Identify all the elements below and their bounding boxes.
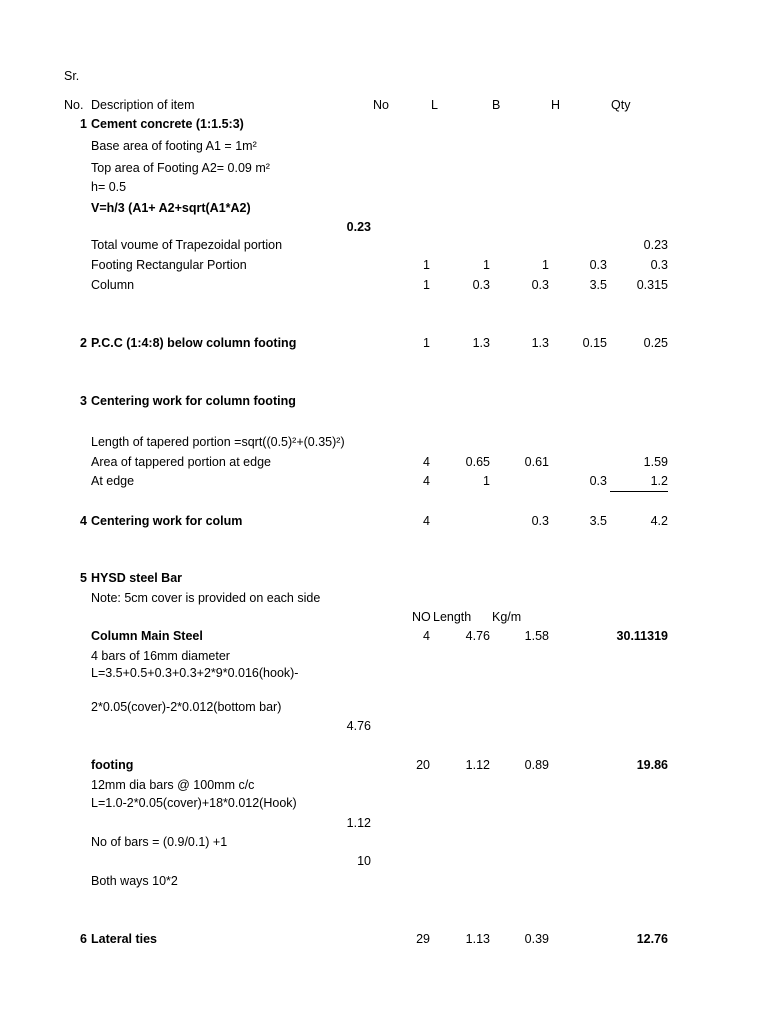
table-row — [0, 453, 768, 471]
table-row — [0, 178, 768, 196]
table-row — [0, 930, 768, 948]
qty-value: 1.59 — [643, 455, 668, 469]
table-row — [0, 334, 768, 352]
item-number: 1 — [80, 117, 87, 131]
item-description: Centering work for column footing — [91, 394, 296, 408]
sub-header-row — [0, 608, 768, 626]
qty-value: 1.2 — [650, 474, 668, 488]
item-description: Lateral ties — [91, 932, 158, 946]
no-value: 4 — [423, 514, 430, 528]
item-description: 2*0.05(cover)-2*0.012(bottom bar) — [91, 700, 282, 714]
table-row — [0, 664, 768, 682]
item-description: V=h/3 (A1+ A2+sqrt(A1*A2) — [91, 201, 251, 215]
table-row — [0, 199, 768, 217]
item-description: Total voume of Trapezoidal portion — [91, 238, 283, 252]
l-value: 1.13 — [465, 932, 490, 946]
col-h-header: H — [551, 98, 561, 112]
qty-value: 0.25 — [643, 336, 668, 350]
sub-kgm-header: Kg/m — [492, 610, 522, 624]
b-value: 0.3 — [531, 278, 549, 292]
item-description: footing — [91, 758, 134, 772]
b-value: 0.89 — [524, 758, 549, 772]
l-value: 1 — [483, 474, 490, 488]
table-row — [0, 472, 768, 490]
b-value: 0.3 — [531, 514, 549, 528]
no-value: 1 — [423, 278, 430, 292]
qty-value: 0.3 — [650, 258, 668, 272]
col-b-header: B — [492, 98, 501, 112]
table-row — [0, 833, 768, 851]
table-row — [0, 433, 768, 451]
calc-result: 10 — [357, 854, 371, 868]
no-value: 4 — [423, 629, 430, 643]
table-row — [0, 276, 768, 294]
table-row — [0, 392, 768, 410]
qty-value: 4.2 — [650, 514, 668, 528]
table-row — [0, 137, 768, 155]
item-description: Column — [91, 278, 135, 292]
item-description: 4 bars of 16mm diameter — [91, 649, 230, 663]
no-value: 1 — [423, 258, 430, 272]
item-description: Footing Rectangular Portion — [91, 258, 247, 272]
table-row — [0, 589, 768, 607]
table-row — [0, 814, 768, 832]
table-row — [0, 512, 768, 530]
l-value: 1.12 — [465, 758, 490, 772]
no-value: 29 — [416, 932, 430, 946]
h-value: 3.5 — [589, 514, 607, 528]
qty-value: 0.23 — [643, 238, 668, 252]
table-row — [0, 756, 768, 774]
sr-label: Sr. — [64, 69, 80, 83]
item-description: P.C.C (1:4:8) below column footing — [91, 336, 297, 350]
item-description: HYSD steel Bar — [91, 571, 183, 585]
h-value: 0.3 — [589, 474, 607, 488]
no-value: 4 — [423, 455, 430, 469]
item-description: Base area of footing A1 = 1m² — [91, 139, 257, 153]
item-description: Note: 5cm cover is provided on each side — [91, 591, 321, 605]
table-row — [0, 159, 768, 177]
qty-value: 30.11319 — [616, 629, 668, 643]
item-description: L=1.0-2*0.05(cover)+18*0.012(Hook) — [91, 796, 297, 810]
sum-underline — [610, 491, 668, 492]
col-l-header: L — [431, 98, 438, 112]
table-row — [0, 236, 768, 254]
item-description: 12mm dia bars @ 100mm c/c — [91, 778, 255, 792]
l-value: 0.3 — [472, 278, 490, 292]
l-value: 1.3 — [472, 336, 490, 350]
table-row — [0, 872, 768, 890]
qty-value: 12.76 — [636, 932, 668, 946]
table-row — [0, 218, 768, 236]
item-description: h= 0.5 — [91, 180, 127, 194]
qty-value: 0.315 — [636, 278, 668, 292]
item-number: 3 — [80, 394, 87, 408]
item-number: 2 — [80, 336, 87, 350]
no-value: 4 — [423, 474, 430, 488]
qty-value: 19.86 — [636, 758, 668, 772]
item-description: Centering work for colum — [91, 514, 243, 528]
no-value: 20 — [416, 758, 430, 772]
item-number: 6 — [80, 932, 87, 946]
table-row — [0, 569, 768, 587]
l-value: 1 — [483, 258, 490, 272]
item-description: Column Main Steel — [91, 629, 203, 643]
table-row — [0, 647, 768, 665]
no-label: No. — [64, 98, 84, 112]
table-row — [0, 627, 768, 645]
h-value: 0.3 — [589, 258, 607, 272]
h-value: 3.5 — [589, 278, 607, 292]
sub-no-header: NO — [412, 610, 431, 624]
description-header: Description of item — [91, 98, 195, 112]
no-value: 1 — [423, 336, 430, 350]
sub-length-header: Length — [433, 610, 472, 624]
l-value: 4.76 — [465, 629, 490, 643]
item-number: 4 — [80, 514, 87, 528]
calc-result: 1.12 — [346, 816, 371, 830]
b-value: 1.58 — [524, 629, 549, 643]
table-row — [0, 794, 768, 812]
b-value: 0.39 — [524, 932, 549, 946]
calc-result: 4.76 — [346, 719, 371, 733]
header-row-sr — [0, 67, 768, 85]
col-qty-header: Qty — [611, 98, 631, 112]
h-value: 0.15 — [582, 336, 607, 350]
table-row — [0, 115, 768, 133]
item-description: Cement concrete (1:1.5:3) — [91, 117, 244, 131]
table-row — [0, 698, 768, 716]
item-description: L=3.5+0.5+0.3+0.3+2*9*0.016(hook)- — [91, 666, 299, 680]
table-row — [0, 776, 768, 794]
item-description: No of bars = (0.9/0.1) +1 — [91, 835, 228, 849]
b-value: 1 — [542, 258, 549, 272]
b-value: 1.3 — [531, 336, 549, 350]
item-description: Top area of Footing A2= 0.09 m² — [91, 161, 270, 175]
header-row — [0, 96, 768, 114]
calc-result: 0.23 — [346, 220, 371, 234]
l-value: 0.65 — [465, 455, 490, 469]
table-row — [0, 852, 768, 870]
item-description: At edge — [91, 474, 135, 488]
item-description: Both ways 10*2 — [91, 874, 178, 888]
col-no-header: No — [373, 98, 389, 112]
item-description: Area of tappered portion at edge — [91, 455, 271, 469]
b-value: 0.61 — [524, 455, 549, 469]
table-row — [0, 717, 768, 735]
item-number: 5 — [80, 571, 87, 585]
table-row — [0, 256, 768, 274]
item-description: Length of tapered portion =sqrt((0.5)²+(0.35)²) — [91, 435, 345, 449]
